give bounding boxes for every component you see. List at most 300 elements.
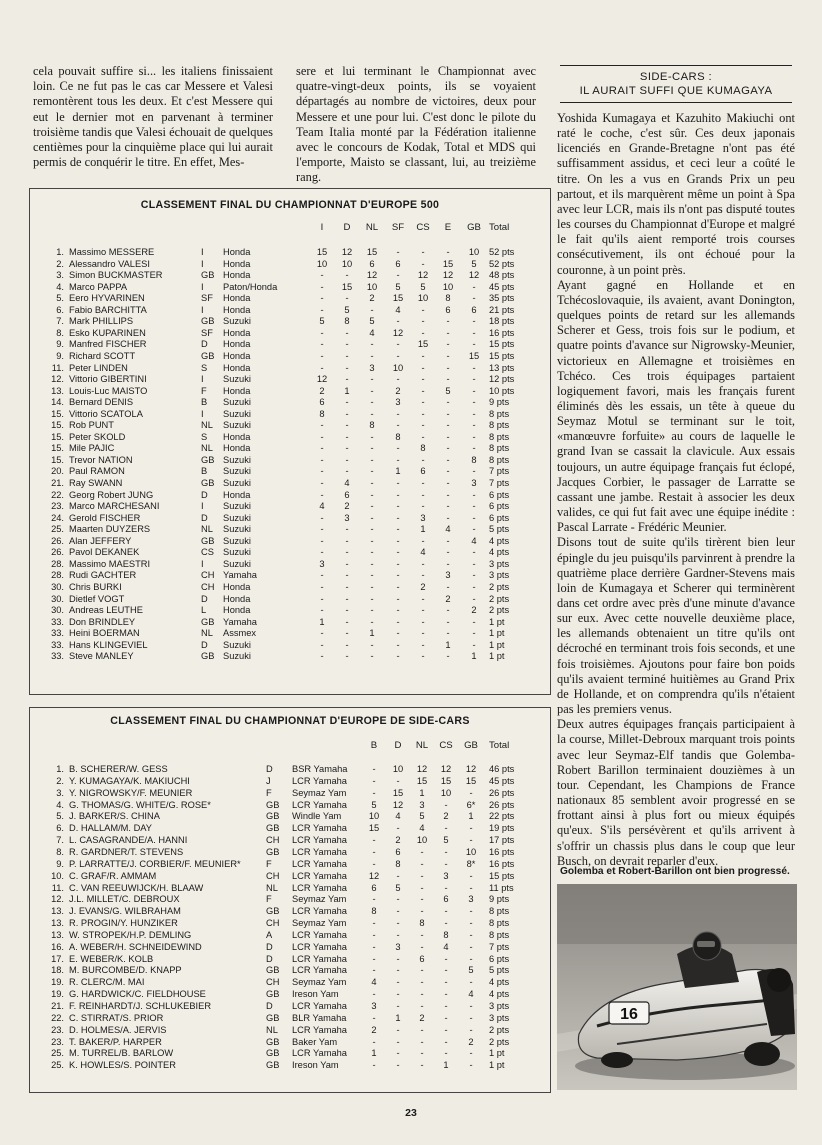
table-row <box>30 397 550 408</box>
race-score: 4 <box>468 989 474 1000</box>
machine: Suzuki <box>223 420 251 431</box>
machine: Suzuki <box>223 524 251 535</box>
nationality: NL <box>201 420 213 431</box>
total-points: 6 pts <box>489 501 510 512</box>
race-score: 3 <box>395 397 401 408</box>
race-score: 15 <box>316 247 328 257</box>
rank: 4. <box>56 799 64 810</box>
rider-name: Georg Robert JUNG <box>69 489 154 500</box>
race-score: - <box>420 977 424 988</box>
total-points: 8 pts <box>489 918 510 929</box>
race-score: 8 <box>395 431 401 442</box>
race-score: - <box>396 581 400 592</box>
race-score: - <box>446 316 450 327</box>
nationality: F <box>266 894 272 905</box>
total-points: 8 pts <box>489 443 510 454</box>
machine: Honda <box>223 443 251 454</box>
race-score: - <box>421 651 425 662</box>
race-score: 4 <box>443 941 449 952</box>
rider-name: A. WEBER/H. SCHNEIDEWIND <box>69 941 202 952</box>
rank: 3. <box>56 270 64 281</box>
machine: Windle Yam <box>292 811 342 822</box>
rider-name: Vittorio SCATOLA <box>69 408 143 419</box>
page-number: 23 <box>405 1107 417 1119</box>
race-score: - <box>472 616 476 627</box>
race-score: - <box>469 1060 473 1071</box>
rank: 17. <box>51 953 64 964</box>
sidecar-heading-line1: SIDE-CARS : <box>639 71 713 83</box>
race-score: - <box>320 281 324 292</box>
nationality: GB <box>201 651 215 662</box>
total-points: 4 pts <box>489 989 510 1000</box>
machine: Suzuki <box>223 454 251 465</box>
race-score: - <box>396 823 400 834</box>
rank: 30. <box>51 605 64 616</box>
rank: 13. <box>51 385 64 396</box>
total-points: 9 pts <box>489 397 510 408</box>
race-score: - <box>370 350 374 361</box>
race-score: 2 <box>420 581 426 592</box>
race-score: - <box>396 628 400 639</box>
race-score: 5 <box>369 316 375 327</box>
nationality: CH <box>266 835 280 846</box>
nationality: NL <box>266 882 278 893</box>
rank: 5. <box>56 811 64 822</box>
race-score: 1 <box>443 1060 449 1071</box>
race-score: - <box>446 512 450 523</box>
machine: LCR Yamaha <box>292 858 347 869</box>
race-score: - <box>420 1060 424 1071</box>
total-points: 15 pts <box>489 339 515 350</box>
table-row <box>30 547 550 558</box>
table-row <box>30 570 550 581</box>
race-score: 6* <box>466 799 476 810</box>
race-score: 8* <box>466 858 476 869</box>
column-header: I <box>320 222 324 233</box>
total-points: 3 pts <box>489 1001 510 1011</box>
race-score: - <box>370 489 374 500</box>
machine: LCR Yamaha <box>292 941 347 952</box>
race-score: - <box>320 420 324 431</box>
column-header: NL <box>365 222 379 233</box>
race-score: 4 <box>395 811 401 822</box>
race-score: 12 <box>341 247 353 257</box>
machine: Suzuki <box>223 408 251 419</box>
rider-name: M. TURREL/B. BARLOW <box>69 1048 174 1059</box>
table-row <box>30 1025 550 1036</box>
nationality: F <box>266 858 272 869</box>
machine: LCR Yamaha <box>292 1001 347 1011</box>
table-row <box>30 977 550 988</box>
total-points: 18 pts <box>489 316 515 327</box>
nationality: I <box>201 281 204 292</box>
machine: Yamaha <box>223 616 257 627</box>
total-points: 26 pts <box>489 787 515 798</box>
machine: Seymaz Yam <box>292 894 347 905</box>
rider-name: J. EVANS/G. WILBRAHAM <box>69 906 181 917</box>
total-points: 2 pts <box>489 605 510 616</box>
machine: Honda <box>223 593 251 604</box>
race-score: - <box>345 558 349 569</box>
race-score: - <box>396 1024 400 1035</box>
race-score: - <box>370 593 374 604</box>
race-score: 3 <box>419 799 425 810</box>
race-score: 12 <box>440 764 452 774</box>
machine: Yamaha <box>223 570 257 581</box>
race-score: 3 <box>468 894 474 905</box>
race-score: - <box>446 350 450 361</box>
nationality: D <box>266 941 273 952</box>
race-score: - <box>446 431 450 442</box>
race-score: - <box>469 906 473 917</box>
nationality: NL <box>201 524 213 535</box>
race-score: - <box>396 1036 400 1047</box>
table-row <box>30 293 550 304</box>
total-points: 1 pt <box>489 628 505 639</box>
table-500-title: CLASSEMENT FINAL DU CHAMPIONNAT D'EUROPE 500 <box>140 199 440 211</box>
race-score: - <box>396 870 400 881</box>
table-row <box>30 1001 550 1012</box>
intro-text-2: sere et lui terminant le Championnat avec quatre-vingt-deux points, ils se voyaient départagés au nombre de victoires, deux pour Messere et une pour lui. C'est donc le pilote du Team Italia monté par la Fédération italienne avec le concours de Kodak, Total et MDS qui l'emporte, Maisto se classant, lui, au treizième rang. <box>296 64 536 185</box>
race-score: - <box>446 247 450 257</box>
rider-name: Hans KLINGEVIEL <box>69 639 148 650</box>
race-score: 12 <box>392 327 404 338</box>
table-row <box>30 513 550 524</box>
column-header: CS <box>439 740 453 751</box>
photo-caption: Golemba et Robert-Barillon ont bien progressé. <box>560 866 790 877</box>
nationality: NL <box>266 1024 278 1035</box>
rider-name: Chris BURKI <box>69 581 122 592</box>
race-score: - <box>472 420 476 431</box>
machine: Honda <box>223 350 251 361</box>
table-row <box>30 906 550 917</box>
race-score: - <box>372 1012 376 1023</box>
race-score: - <box>320 489 324 500</box>
race-score: - <box>469 918 473 929</box>
race-score: 1 <box>445 639 451 650</box>
race-score: 1 <box>319 616 325 627</box>
nationality: GB <box>266 811 280 822</box>
race-score: 4 <box>395 304 401 315</box>
rank: 24. <box>51 512 64 523</box>
race-score: - <box>472 385 476 396</box>
race-score: - <box>320 512 324 523</box>
machine: Suzuki <box>223 466 251 477</box>
nationality: F <box>266 787 272 798</box>
race-score: - <box>446 478 450 488</box>
nationality: D <box>201 639 208 650</box>
race-score: 2 <box>443 811 449 822</box>
race-score: - <box>469 835 473 846</box>
rider-name: Alan JEFFERY <box>69 535 132 546</box>
race-score: - <box>396 570 400 581</box>
machine: Honda <box>223 247 251 257</box>
machine: Suzuki <box>223 374 251 385</box>
race-score: 6 <box>395 846 401 857</box>
table-row <box>30 930 550 941</box>
race-score: - <box>320 293 324 304</box>
rank: 15. <box>51 431 64 442</box>
rank: 28. <box>51 558 64 569</box>
rank: 33. <box>51 616 64 627</box>
rider-name: Mile PAJIC <box>69 443 115 454</box>
race-score: - <box>320 478 324 488</box>
race-score: - <box>370 443 374 454</box>
total-points: 6 pts <box>489 489 510 500</box>
rider-name: Vittorio GIBERTINI <box>69 374 147 385</box>
race-score: - <box>345 639 349 650</box>
rank: 9. <box>56 339 64 350</box>
race-score: 2 <box>344 501 350 512</box>
total-points: 3 pts <box>489 570 510 581</box>
machine: Honda <box>223 489 251 500</box>
race-score: - <box>396 953 400 964</box>
race-score: 10 <box>392 362 404 373</box>
race-score: 15 <box>416 775 428 786</box>
race-score: 15 <box>341 281 353 292</box>
race-score: - <box>446 605 450 616</box>
table-row <box>30 351 550 362</box>
race-score: - <box>396 906 400 917</box>
rank: 21. <box>51 478 64 488</box>
race-score: - <box>420 882 424 893</box>
race-score: 5 <box>395 882 401 893</box>
race-score: - <box>446 339 450 350</box>
rider-name: G. HARDWICK/C. FIELDHOUSE <box>69 989 206 1000</box>
rider-name: R. PROGIN/Y. HUNZIKER <box>69 918 178 929</box>
race-score: - <box>469 929 473 940</box>
race-score: 3 <box>319 558 325 569</box>
table-row <box>30 247 550 258</box>
sidecar-paragraph: Ayant gagné en Hollande et en Tchécoslovaquie, ils avaient, avant Donington, quelques points de retard sur les allemands Scherer et Gess, trois fois sur le podium, et quatre points d'avance sur Nigrowsky-Meunier, victorieux en Allemagne et troisièmes en Tchéco. Ces trois équipages partaient logiquement favori, mais les français furent éliminés dès les essais, un tête à queue du Seymaz Motul se terminant sur le toit, «manœuvre forfuite» au cours de laquelle le grand Ivan se cassait la clavicule. Aux essais toujours, un autre équipage français fut éclopé, Jacques Corbier, le passager de Larratte se cassant une jambe. Restait à associer les deux valides, ce qui fut fait avec une équipe inédite : Pascal Larrate - Frédéric Meunier. <box>557 277 795 535</box>
column-header: SF <box>391 222 405 233</box>
race-score: - <box>370 639 374 650</box>
race-score: - <box>372 918 376 929</box>
rank: 13. <box>51 918 64 929</box>
race-score: - <box>345 593 349 604</box>
race-score: 4 <box>344 478 350 488</box>
race-score: - <box>446 408 450 419</box>
machine: Suzuki <box>223 547 251 558</box>
race-score: - <box>469 941 473 952</box>
race-score: 5 <box>471 258 477 269</box>
race-score: - <box>472 639 476 650</box>
nationality: SF <box>201 327 213 338</box>
table-row <box>30 1013 550 1024</box>
column-header: GB <box>464 740 478 751</box>
race-score: - <box>446 628 450 639</box>
race-score: - <box>370 431 374 442</box>
machine: Ireson Yam <box>292 1060 339 1071</box>
rider-name: Rudi GACHTER <box>69 570 137 581</box>
sidecar-heading-line2: IL AURAIT SUFFI QUE KUMAGAYA <box>579 84 773 97</box>
total-points: 10 pts <box>489 385 515 396</box>
race-score: - <box>421 247 425 257</box>
nationality: GB <box>266 1060 280 1071</box>
race-score: - <box>396 918 400 929</box>
race-score: 15 <box>392 787 404 798</box>
machine: Honda <box>223 327 251 338</box>
race-score: - <box>396 512 400 523</box>
rank: 1. <box>56 247 64 257</box>
race-score: 12 <box>392 799 404 810</box>
rank: 19. <box>51 989 64 1000</box>
machine: LCR Yamaha <box>292 1024 347 1035</box>
race-score: - <box>472 431 476 442</box>
rank: 22. <box>51 489 64 500</box>
race-score: - <box>372 835 376 846</box>
race-score: 2 <box>468 1036 474 1047</box>
rider-name: Louis-Luc MAISTO <box>69 385 148 396</box>
race-score: - <box>372 1036 376 1047</box>
machine: Suzuki <box>223 651 251 662</box>
race-score: - <box>320 339 324 350</box>
table-row <box>30 942 550 953</box>
table-row <box>30 617 550 628</box>
race-score: - <box>472 281 476 292</box>
race-score: - <box>472 489 476 500</box>
machine: LCR Yamaha <box>292 906 347 917</box>
nationality: I <box>201 374 204 385</box>
race-score: - <box>421 374 425 385</box>
table-row <box>30 374 550 385</box>
rank: 33. <box>51 651 64 662</box>
table-row <box>30 764 550 775</box>
race-score: - <box>472 558 476 569</box>
rider-name: Trevor NATION <box>69 454 133 465</box>
nationality: GB <box>201 616 215 627</box>
race-score: - <box>372 894 376 905</box>
race-score: - <box>472 570 476 581</box>
race-score: - <box>396 374 400 385</box>
nationality: GB <box>266 1036 280 1047</box>
race-score: - <box>370 454 374 465</box>
machine: Honda <box>223 339 251 350</box>
table-row <box>30 420 550 431</box>
race-score: - <box>472 593 476 604</box>
race-score: 15 <box>368 823 380 834</box>
total-points: 16 pts <box>489 846 515 857</box>
rank: 21. <box>51 1001 64 1011</box>
total-points: 5 pts <box>489 965 510 976</box>
rider-name: E. WEBER/K. KOLB <box>69 953 154 964</box>
race-score: - <box>320 547 324 558</box>
race-score: - <box>345 466 349 477</box>
race-score: - <box>320 570 324 581</box>
machine: LCR Yamaha <box>292 823 347 834</box>
race-score: 15 <box>366 247 378 257</box>
table-row <box>30 524 550 535</box>
race-score: 1 <box>471 651 477 662</box>
race-score: 1 <box>344 385 350 396</box>
machine: Honda <box>223 304 251 315</box>
race-score: 10 <box>465 846 477 857</box>
race-score: - <box>372 846 376 857</box>
total-points: 8 pts <box>489 420 510 431</box>
rider-name: B. SCHERER/W. GESS <box>69 764 168 774</box>
rank: 30. <box>51 581 64 592</box>
rank: 2. <box>56 258 64 269</box>
race-score: - <box>370 651 374 662</box>
rank: 15. <box>51 420 64 431</box>
table-sidecar-box <box>29 707 551 1093</box>
rank: 5. <box>56 293 64 304</box>
machine: Honda <box>223 431 251 442</box>
rider-name: D. HALLAM/M. DAY <box>69 823 152 834</box>
race-score: 1 <box>371 1048 377 1059</box>
race-score: - <box>421 628 425 639</box>
rank: 10. <box>51 870 64 881</box>
total-points: 3 pts <box>489 558 510 569</box>
race-score: 4 <box>319 501 325 512</box>
rider-name: C. VAN REEUWIJCK/H. BLAAW <box>69 882 204 893</box>
race-score: - <box>396 989 400 1000</box>
rider-name: Marco MARCHESANI <box>69 501 160 512</box>
rank: 15. <box>51 443 64 454</box>
race-score: - <box>370 581 374 592</box>
total-points: 6 pts <box>489 512 510 523</box>
race-score: - <box>446 535 450 546</box>
race-score: - <box>396 977 400 988</box>
race-score: - <box>345 524 349 535</box>
race-score: - <box>345 547 349 558</box>
race-score: - <box>446 547 450 558</box>
rank: 26. <box>51 547 64 558</box>
rider-name: Don BRINDLEY <box>69 616 136 627</box>
table-row <box>30 594 550 605</box>
race-score: - <box>396 524 400 535</box>
rider-name: Pavol DEKANEK <box>69 547 140 558</box>
race-score: - <box>469 823 473 834</box>
nationality: D <box>266 953 273 964</box>
table-row <box>30 536 550 547</box>
race-score: 3 <box>445 570 451 581</box>
race-score: - <box>472 316 476 327</box>
race-score: - <box>421 362 425 373</box>
rank: 23. <box>51 1024 64 1035</box>
race-score: - <box>472 397 476 408</box>
race-score: - <box>396 775 400 786</box>
race-score: 6 <box>420 466 426 477</box>
race-score: - <box>472 547 476 558</box>
nationality: GB <box>201 478 215 488</box>
race-score: - <box>421 258 425 269</box>
sidecar-paragraph: Disons tout de suite qu'ils tirèrent bien leur épingle du jeu puisqu'ils parvinrent à prendre la quatrième place derrière Gardner-Stevens mais loin de Kumagaya et Scherer qui terminèrent dans cet ordre avec près d'une minute d'avance sur eux. Avec cette nouvelle deuxième place, les allemands obtenaient un titre qu'ils ont décroché en terminant trois fois seconds, et une fois troisièmes. Ajoutons pour faire bon poids qu'ils avaient terminé huitièmes au Grand Prix de Hollande, et on comprendra qu'ils n'étaient pas les premiers venus. <box>557 535 795 717</box>
total-points: 15 pts <box>489 870 515 881</box>
total-points: 1 pt <box>489 639 505 650</box>
table-row <box>30 954 550 965</box>
rider-name: Rob PUNT <box>69 420 114 431</box>
rider-name: Steve MANLEY <box>69 651 134 662</box>
race-score: - <box>372 787 376 798</box>
rider-name: Massimo MAESTRI <box>69 558 151 569</box>
table-row <box>30 455 550 466</box>
rider-name: J. BARKER/S. CHINA <box>69 811 160 822</box>
nationality: CH <box>201 570 215 581</box>
nationality: GB <box>266 965 280 976</box>
race-score: - <box>469 1001 473 1011</box>
total-points: 8 pts <box>489 906 510 917</box>
machine: LCR Yamaha <box>292 846 347 857</box>
race-score: 5 <box>371 799 377 810</box>
column-header: E <box>444 222 452 233</box>
race-score: - <box>421 408 425 419</box>
race-score: - <box>370 304 374 315</box>
rank: 15. <box>51 408 64 419</box>
total-points: 45 pts <box>489 281 515 292</box>
race-score: - <box>372 764 376 774</box>
table-row <box>30 582 550 593</box>
